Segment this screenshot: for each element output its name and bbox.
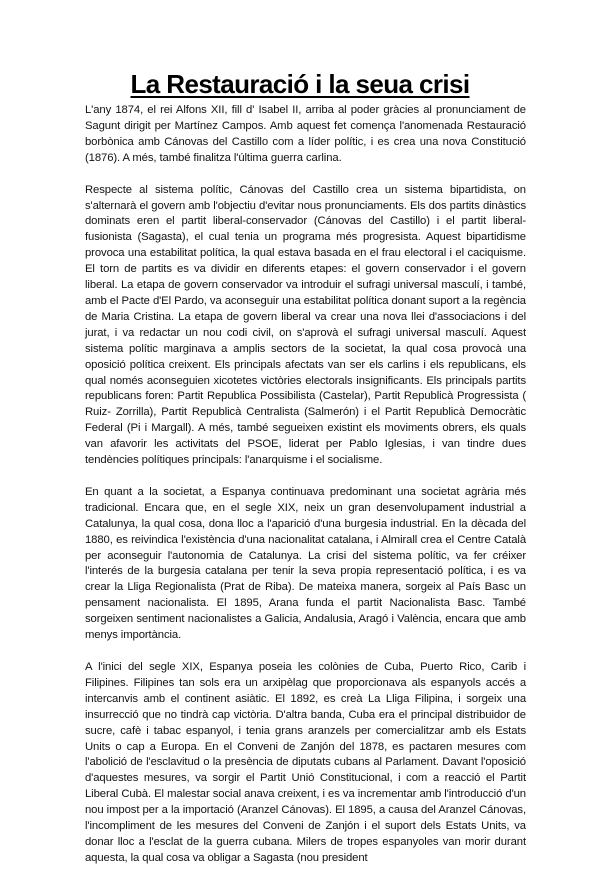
paragraph-political-system: Respecte al sistema polític, Cánovas del Castillo crea un sistema bipartidista, on s'alternarà el govern amb l'objectiu d'evitar nous pronunciaments. Els dos partits dinàstics dominats eren el partit liberal-conservador (Cánovas del Castillo) i el partit liberal-fusionista (Sagasta), el cual tenia un programa més progresista. Aquest bipartidisme provoca una estabilitat política, la qual estava basada en el frau electoral i el caciquisme. El torn de partits es va dividir en diferents etapes: el govern conservador i el govern liberal. La etapa de govern conservador va introduir el sufragi universal masculí, i també, amb el Pacte d'El Pardo, va aconseguir una estabilitat política donant suport a la regència de Maria Cristina. La etapa de govern liberal va crear una nova llei d'associacions i del jurat, i va redactar un nou codi civil, on s'aprovà el sufragi universal masculí. Aquest sistema polític marginava a amplis sectors de la societat, la qual cosa provocà una oposició política creixent. Els principals afectats van ser els carlins i els republicans, els qual només aconseguien xicotetes victòries electorals insignificants. Els principals partits republicans foren: Partit Republica Possibilista (Castelar), Partit Republicà Progressista ( Ruiz- Zorrilla), Partit Republicà Centralista (Salmerón) i el Partit Republicà Democràtic Federal (Pi i Margall). A més, també segueixen existint els moviments obrers, els quals van afavorir les activitats del PSOE, liderat per Pablo Iglesias, i van tindre dues tendències polítiques principals: l'anarquisme i el socialisme. bbox=[85, 183, 526, 467]
page-title: La Restauració i la seua crisi bbox=[130, 69, 470, 99]
paragraph-colonies: A l'inici del segle XIX, Espanya poseia les colònies de Cuba, Puerto Rico, Carib i Filipines. Filipines tan sols era un arxipèlag que proporcionava als espanyols accés a intercanvis amb el continent asiàtic. El 1892, es creà La Lliga Filipina, i sorgeix una insurrecció que no tindrà cap victòria. D'altra banda, Cuba era el principal distribuidor de sucre, cafè i tabac espanyol, i tenia grans aranzels per comercialitzar amb els Estats Units o cap a Europa. En el Conveni de Zanjón del 1878, es pactaren mesures com l'abolició de l'esclavitud o la presència de diputats cubans al Parlament. Davant l'oposició d'aquestes mesures, va sorgir el Partit Unió Constitucional, i com a reacció el Partit Liberal Cubà. El malestar social anava creixent, i es va incrementar amb l'introducció d'un nou impost per a la importació (Aranzel Cánovas). El 1895, a causa del Aranzel Cánovas, l'incompliment de les mesures del Conveni de Zanjón i el suport dels Estats Units, va donar lloc a l'esclat de la guerra cubana. Milers de tropes espanyoles van morir durant aquesta, la qual cosa va obligar a Sagasta (nou president bbox=[85, 661, 526, 864]
paragraph-society: En quant a la societat, a Espanya continuava predominant una societat agrària més tradicional. Encara que, en el segle XIX, neix un gran desenvolupament industrial a Catalunya, la qual cosa, dona lloc a l'aparició d'una burgesia industrial. En la dècada del 1880, es reivindica l'existència d'una nacionalitat catalana, i Almirall crea el Centre Català per aconseguir l'autonomia de Catalunya. La crisi del sistema polític, va fer créixer l'interés de la burgesia catalana per tenir la seva propia representació política, i es va crear la Lliga Regionalista (Prat de Riba). De mateixa manera, sorgeix al País Basc un pensament nacionalista. El 1895, Arana funda el partit Nacionalista Basc. També sorgeixen sentiment nacionalistes a Galicia, Andalusia, Aragó i València, encara que amb menys importància. bbox=[85, 485, 526, 642]
document-body bbox=[85, 103, 526, 883]
paragraph-restoration-intro: L'any 1874, el rei Alfons XII, fill d' Isabel II, arriba al poder gràcies al pronunciament de Sagunt dirigit per Martínez Campos. Amb aquest fet comença l'anomenada Restauració borbònica amb Cánovas del Castillo com a líder polític, i es crea una nova Constitució (1876). A més, també finalitza l'última guerra carlina. bbox=[85, 104, 526, 164]
